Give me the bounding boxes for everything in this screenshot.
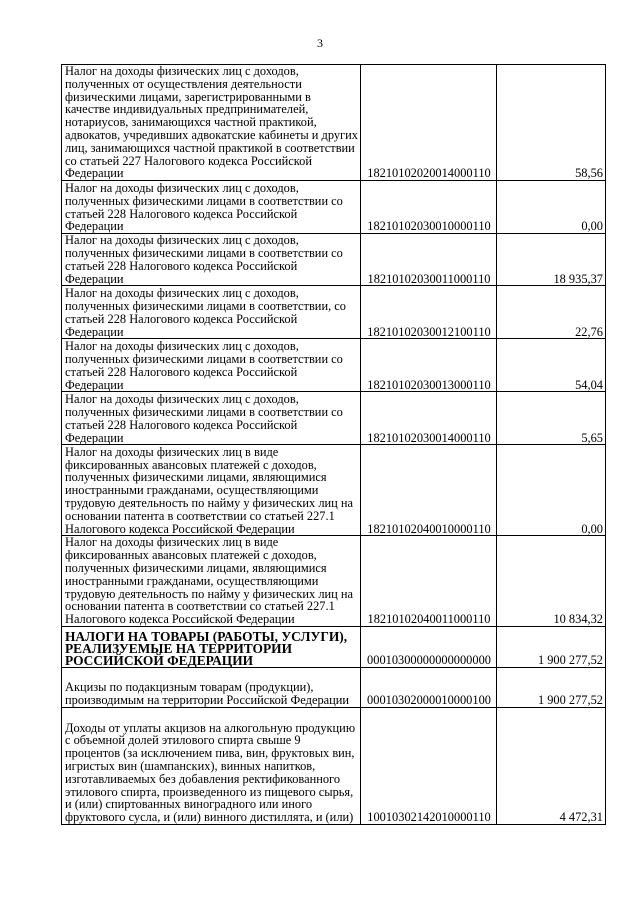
- row-name: Налог на доходы физических лиц с доходов, полученных физическими лицами в соответствии со статьей 228 Налогового кодекса Российской Федерации: [62, 181, 361, 234]
- table-row-section: [62, 626, 606, 667]
- row-amount: 10 834,32: [497, 536, 606, 627]
- row-code: 00010300000000000000: [361, 626, 497, 667]
- row-code: 18210102020014000110: [361, 65, 497, 181]
- row-code: 00010302000010000100: [361, 667, 497, 707]
- row-amount: 58,56: [497, 65, 606, 181]
- row-amount: 0,00: [497, 181, 606, 234]
- table-row: [62, 234, 606, 286]
- table-row: [62, 536, 606, 627]
- row-amount: 18 935,37: [497, 234, 606, 286]
- row-amount: 1 900 277,52: [497, 626, 606, 667]
- row-code: 18210102040010000110: [361, 445, 497, 536]
- revenue-table: [61, 64, 606, 825]
- row-code: 18210102030010000110: [361, 181, 497, 234]
- row-amount: 54,04: [497, 339, 606, 392]
- row-code: 18210102030012100110: [361, 286, 497, 339]
- row-name: Налог на доходы физических лиц с доходов, полученных физическими лицами в соответствии со статьей 228 Налогового кодекса Российской Федерации: [62, 392, 361, 445]
- row-amount: 4 472,31: [497, 707, 606, 824]
- row-name: Налог на доходы физических лиц с доходов, полученных физическими лицами в соответствии со статьей 228 Налогового кодекса Российской Федерации: [62, 234, 361, 286]
- row-name: Налог на доходы физических лиц с доходов, полученных физическими лицами в соответствии, со статьей 228 Налогового кодекса Российской Федерации: [62, 286, 361, 339]
- row-amount: 0,00: [497, 445, 606, 536]
- table-row: [62, 286, 606, 339]
- row-code: 18210102030014000110: [361, 392, 497, 445]
- row-amount: 5,65: [497, 392, 606, 445]
- table-row: [62, 65, 606, 181]
- row-amount: 22,76: [497, 286, 606, 339]
- row-name: Налог на доходы физических лиц с доходов, полученных от осуществления деятельности физическими лицами, зарегистрированными в качестве индивидуальных предпринимателей, нотариусов, занимающихся частной практикой, адвокатов, учредивших адвокатские кабинеты и других лиц, занимающихся частной практикой в соответствии со статьей 227 Налогового кодекса Российской Федерации: [62, 65, 361, 181]
- row-code: 18210102030011000110: [361, 234, 497, 286]
- table-row: [62, 445, 606, 536]
- row-name: Налог на доходы физических лиц с доходов, полученных физическими лицами в соответствии со статьей 228 Налогового кодекса Российской Федерации: [62, 339, 361, 392]
- table-row: [62, 392, 606, 445]
- table-row: [62, 339, 606, 392]
- table-row: [62, 181, 606, 234]
- table-row: [62, 667, 606, 707]
- page-number: 3: [317, 36, 323, 50]
- row-code: 18210102030013000110: [361, 339, 497, 392]
- row-code: 18210102040011000110: [361, 536, 497, 627]
- table-row: [62, 707, 606, 824]
- row-name: Доходы от уплаты акцизов на алкогольную продукцию с объемной долей этилового спирта свыше 9 процентов (за исключением пива, вин, фруктовых вин, игристых вин (шампанских), винных напитков, изготавливаемых без добавления ректификованного этилового спирта, произведенного из пищевого сырья, и (или) спиртованных виноградного или иного фруктового сусла, и (или) винного дистиллята, и (или): [62, 707, 361, 824]
- row-name: Налог на доходы физических лиц в виде фиксированных авансовых платежей с доходов, полученных физическими лицами, являющимися иностранными гражданами, осуществляющими трудовую деятельность по найму у физических лиц на основании патента в соответствии со статьей 227.1 Налогового кодекса Российской Федерации: [62, 536, 361, 627]
- row-name: НАЛОГИ НА ТОВАРЫ (РАБОТЫ, УСЛУГИ), РЕАЛИЗУЕМЫЕ НА ТЕРРИТОРИИ РОССИЙСКОЙ ФЕДЕРАЦИИ: [62, 626, 361, 667]
- row-name: Налог на доходы физических лиц в виде фиксированных авансовых платежей с доходов, полученных физическими лицами, являющимися иностранными гражданами, осуществляющими трудовую деятельность по найму у физических лиц на основании патента в соответствии со статьей 227.1 Налогового кодекса Российской Федерации: [62, 445, 361, 536]
- row-code: 10010302142010000110: [361, 707, 497, 824]
- row-name: Акцизы по подакцизным товарам (продукции), производимым на территории Российской Федерации: [62, 667, 361, 707]
- row-amount: 1 900 277,52: [497, 667, 606, 707]
